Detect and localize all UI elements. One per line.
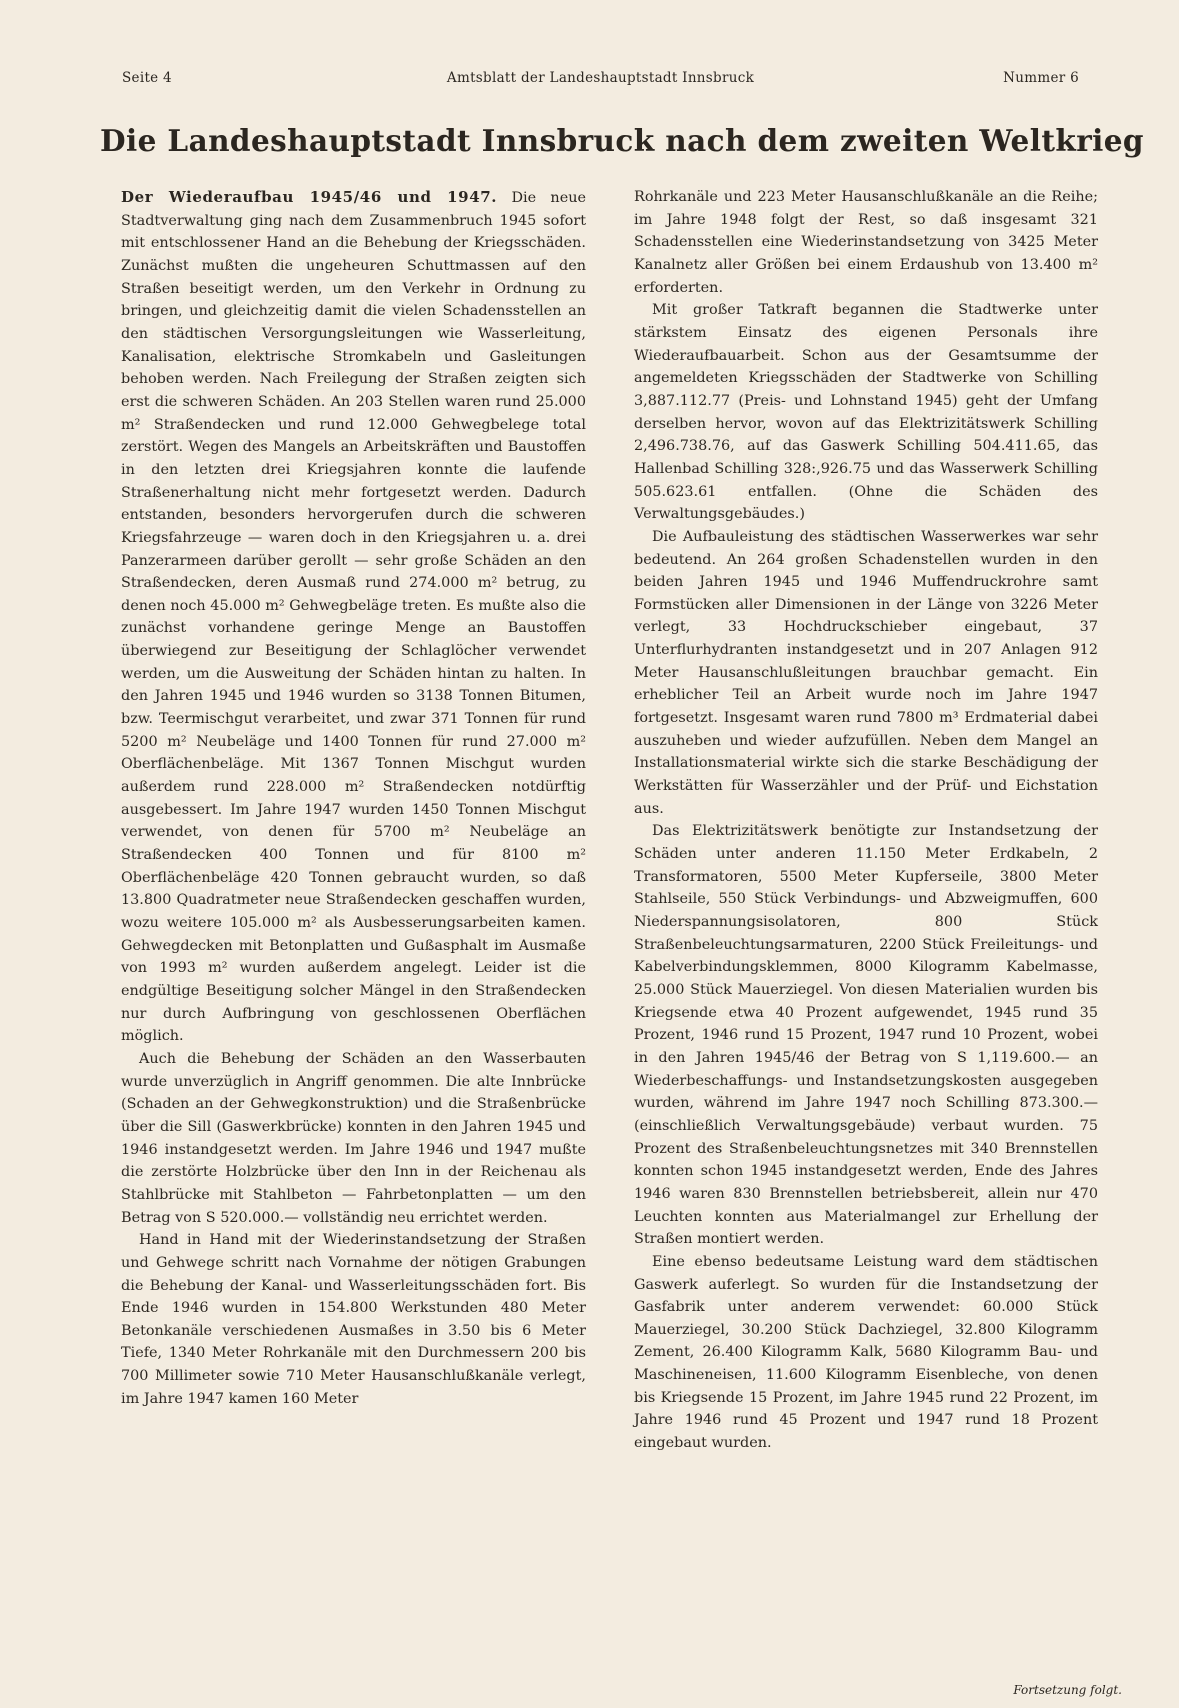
paragraph: Eine ebenso bedeutsame Leistung ward dem städtischen Gaswerk auferlegt. So wurden für die Instandsetzung der Gasfabrik unter anderem verwendet: 60.000 Stück Mauerziegel, 30.200 Stück Dachziegel, 32.800 Kilogramm Zement, 26.400 Kilogramm Kalk, 5680 Kilogramm Bau- und Maschineneisen, 11.600 Kilogramm Eisenbleche, von denen bis Kriegsende 15 Prozent, im Jahre 1945 rund 22 Prozent, im Jahre 1946 rund 45 Prozent und 1947 rund 18 Prozent eingebaut wurden. bbox=[634, 1253, 1098, 1452]
paragraph bbox=[121, 186, 586, 1048]
paragraph: Hand in Hand mit der Wiederinstandsetzung der Straßen und Gehwege schritt nach Vornahme der nötigen Grabungen die Behebung der Kanal- und Wasserleitungsschäden fort. Bis Ende 1946 wurden in 154.800 Werkstunden 480 Meter Betonkanäle verschiedenen Ausmaßes in 3.50 bis 6 Meter Tiefe, 1340 Meter Rohrkanäle mit den Durchmessern 200 bis 700 Millimeter sowie 710 Meter Hausanschlußkanäle verlegt, im Jahre 1947 kamen 160 Meter bbox=[121, 1232, 586, 1407]
paragraph-text: Die neue Stadtverwaltung ging nach dem Zusammenbruch 1945 sofort mit entschlossener Hand an die Behebung der Kriegsschäden. Zunächst mußten die ungeheuren Schuttmassen auf den Straßen beseitigt werden, um den Verkehr in Ordnung zu bringen, und gleichzeitig damit die vielen Schadensstellen an den städtischen Versorgungsleitungen wie Wasserleitung, Kanalisation, elektrische Stromkabeln und Gasleitungen behoben werden. Nach Freilegung der Straßen zeigten sich erst die schweren Schäden. An 203 Stellen waren rund 25.000 m² Straßendecken und rund 12.000 Gehwegbelege total zerstört. Wegen des Mangels an Arbeitskräften und Baustoffen in den letzten drei Kriegsjahren konnte die laufende Straßenerhaltung nicht mehr fortgesetzt werden. Dadurch entstanden, besonders hervorgerufen durch die schweren Kriegsfahrzeuge — waren doch in den Kriegsjahren u. a. drei Panzerarmeen darüber gerollt — sehr große Schäden an den Straßendecken, deren Ausmaß rund 274.000 m² betrug, zu denen noch 45.000 m² Gehwegbeläge treten. Es mußte also die zunächst vorhandene geringe Menge an Baustoffen überwiegend zur Beseitigung der Schlaglöcher verwendet werden, um die Ausweitung der Schäden hintan zu halten. In den Jahren 1945 und 1946 wurden so 3138 Tonnen Bitumen, bzw. Teermischgut verarbeitet, und zwar 371 Tonnen für rund 5200 m² Neubeläge und 1400 Tonnen für rund 27.000 m² Oberflächenbeläge. Mit 1367 Tonnen Mischgut wurden außerdem rund 228.000 m² Straßendecken notdürftig ausgebessert. Im Jahre 1947 wurden 1450 Tonnen Mischgut verwendet, von denen für 5700 m² Neubeläge an Straßendecken 400 Tonnen und für 8100 m² Oberflächenbeläge 420 Tonnen gebraucht wurden, so daß 13.800 Quadratmeter neue Straßendecken geschaffen wurden, wozu weitere 105.000 m² als Ausbesserungsarbeiten kamen. Gehwegdecken mit Betonplatten und Gußasphalt im Ausmaße von 1993 m² wurden außerdem angelegt. Leider ist die endgültige Beseitigung solcher Mängel in den Straßendecken nur durch Aufbringung von geschlossenen Oberflächen möglich. bbox=[121, 190, 587, 1045]
paragraph: Die Aufbauleistung des städtischen Wasserwerkes war sehr bedeutend. An 264 großen Schadenstellen wurden in den beiden Jahren 1945 und 1946 Muffendruckrohre samt Formstücken aller Dimensionen in der Länge von 3226 Meter verlegt, 33 Hochdruckschieber eingebaut, 37 Unterflurhydranten instandgesetzt und in 207 Anlagen 912 Meter Hausanschlußleitungen brauchbar gemacht. Ein erheblicher Teil an Arbeit wurde noch im Jahre 1947 fortgesetzt. Insgesamt waren rund 7800 m³ Erdmaterial dabei auszuheben und wieder aufzufüllen. Neben dem Mangel an Installationsmaterial wirkte sich die starke Beschädigung der Werkstätten für Wasserzähler und der Prüf- und Eichstation aus. bbox=[634, 528, 1098, 817]
page-header bbox=[122, 70, 1079, 92]
article-subhead: Der Wiederaufbau 1945/46 und 1947. bbox=[121, 188, 498, 206]
paragraph: Rohrkanäle und 223 Meter Hausanschlußkanäle an die Reihe; im Jahre 1948 folgt der Rest, so daß insgesamt 321 Schadensstellen eine Wiederinstandsetzung von 3425 Meter Kanalnetz aller Größen bei einem Erdaushub von 13.400 m² erforderten. bbox=[634, 189, 1098, 296]
publication-name: Amtsblatt der Landeshauptstadt Innsbruck bbox=[446, 70, 755, 86]
paragraph: Auch die Behebung der Schäden an den Wasserbauten wurde unverzüglich in Angriff genommen. Die alte Innbrücke (Schaden an der Gehwegkonstruktion) und die Straßenbrücke über die Sill (Gaswerkbrücke) konnten in den Jahren 1945 und 1946 instandgesetzt werden. Im Jahre 1946 und 1947 mußte die zerstörte Holzbrücke über den Inn in der Reichenau als Stahlbrücke mit Stahlbeton — Fahrbetonplatten — um den Betrag von S 520.000.— vollständig neu errichtet werden. bbox=[121, 1050, 586, 1226]
paragraph: Mit großer Tatkraft begannen die Stadtwerke unter stärkstem Einsatz des eigenen Personals ihre Wiederaufbauarbeit. Schon aus der Gesamtsumme der angemeldeten Kriegsschäden der Stadtwerke von Schilling 3,887.112.77 (Preis- und Lohnstand 1945) geht der Umfang derselben hervor, wovon auf das Elektrizitätswerk Schilling 2,496.738.76, auf das Gaswerk Schilling 504.411.65, das Hallenbad Schilling 328:,926.75 und das Wasserwerk Schilling 505.623.61 entfallen. (Ohne die Schäden des Verwaltungsgebäudes.) bbox=[634, 302, 1098, 523]
right-column bbox=[634, 186, 1098, 1455]
continuation-note: Fortsetzung folgt. bbox=[1013, 1683, 1122, 1697]
article-title: Die Landeshauptstadt Innsbruck nach dem zweiten Weltkrieg bbox=[100, 123, 1144, 158]
paragraph: Das Elektrizitätswerk benötigte zur Instandsetzung der Schäden unter anderen 11.150 Meter Erdkabeln, 2 Transformatoren, 5500 Meter Kupferseile, 3800 Meter Stahlseile, 550 Stück Verbindungs- und Abzweigmuffen, 600 Niederspannungsisolatoren, 800 Stück Straßenbeleuchtungsarmaturen, 2200 Stück Freileitungs- und Kabelverbindungsklemmen, 8000 Kilogramm Kabelmasse, 25.000 Stück Mauerziegel. Von diesen Materialien wurden bis Kriegsende etwa 40 Prozent aufgewendet, 1945 rund 35 Prozent, 1946 rund 15 Prozent, 1947 rund 10 Prozent, wobei in den Jahren 1945/46 der Betrag von S 1,119.600.— an Wiederbeschaffungs- und Instandsetzungskosten ausgegeben wurden, während im Jahre 1947 noch Schilling 873.300.— (einschließlich Verwaltungsgebäude) verbaut wurden. 75 Prozent des Straßenbeleuchtungsnetzes mit 340 Brennstellen konnten schon 1945 instandgesetzt werden, Ende des Jahres 1946 waren 830 Brennstellen betriebsbereit, allein nur 470 Leuchten konnten aus Materialmangel zur Erhellung der Straßen montiert werden. bbox=[634, 823, 1098, 1248]
left-column bbox=[121, 186, 586, 1410]
page-number: Seite 4 bbox=[122, 70, 172, 86]
issue-number: Nummer 6 bbox=[1003, 70, 1079, 86]
